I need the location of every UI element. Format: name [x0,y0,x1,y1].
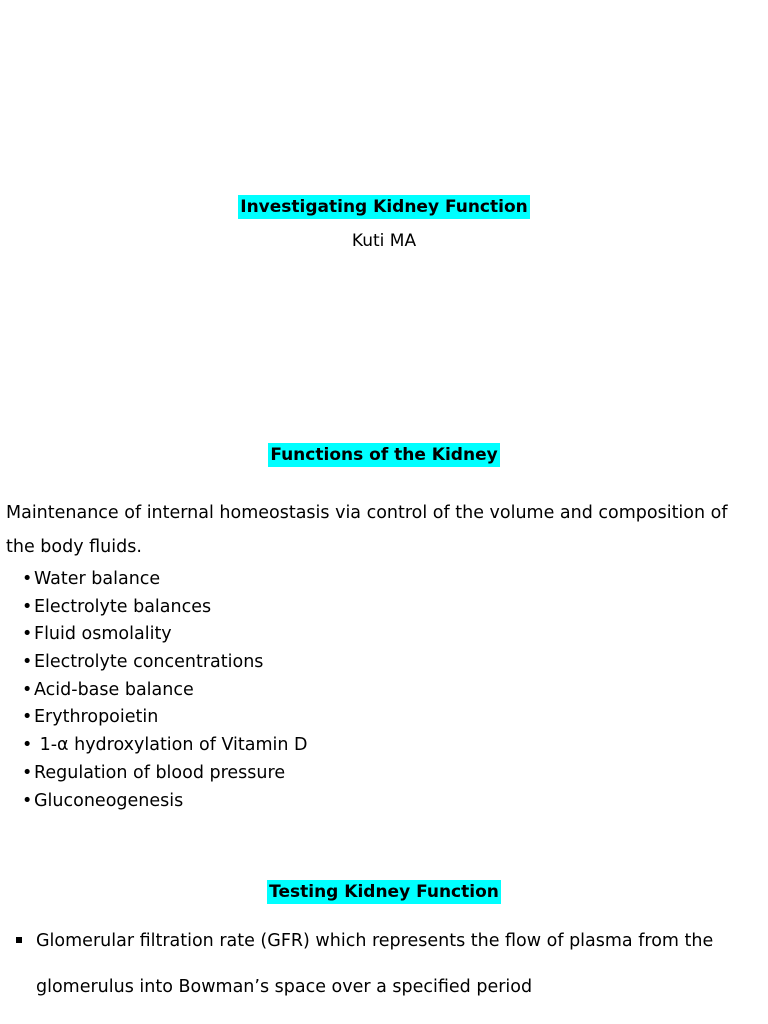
list-item-text: Gluconeogenesis [34,790,184,811]
list-item-text: Water balance [34,569,161,589]
section-testing-heading-block [0,880,768,904]
list-item [22,566,308,594]
list-item [22,621,308,649]
list-item-text: Erythropoietin [34,707,159,728]
section-functions-heading: Functions of the Kidney [270,445,498,465]
functions-intro-paragraph: Maintenance of internal homeostasis via control of the volume and composition of the body fluids. [6,503,728,557]
list-item-text: Regulation of blood pressure [34,762,286,783]
title-block [0,195,768,219]
list-item-text: Acid-base balance [34,679,194,700]
list-item [22,732,308,760]
bullet-icon: • [22,624,33,645]
list-item [22,677,308,705]
list-item [22,594,308,622]
author-name: Kuti MA [351,231,417,251]
section-functions-heading-block [0,443,768,467]
list-item [16,918,756,1010]
section-testing-heading: Testing Kidney Function [269,882,499,902]
list-item [22,704,308,732]
list-item-text: Glomerular filtration rate (GFR) which represents the flow of plasma from the glomerulus into Bowman’s space over a specified period [36,931,714,997]
bullet-icon: • [22,596,33,617]
bullet-icon: • [22,762,33,783]
list-item [22,760,308,788]
list-item-text: 1-α hydroxylation of Vitamin D [34,735,308,756]
bullet-icon: • [22,790,33,811]
list-item-text: Electrolyte balances [34,596,212,617]
list-item-text: Electrolyte concentrations [34,652,264,673]
functions-bullet-list [22,566,308,815]
list-item [22,649,308,677]
bullet-icon: • [22,707,33,728]
bullet-icon: • [22,569,33,589]
list-item [22,788,308,816]
list-item-text: Fluid osmolality [34,624,172,645]
testing-bullet-list [16,918,756,1010]
square-bullet-icon [16,937,22,943]
bullet-icon: • [22,652,33,673]
bullet-icon: • [22,679,33,700]
bullet-icon: • [22,735,33,756]
document-title: Investigating Kidney Function [240,197,528,217]
